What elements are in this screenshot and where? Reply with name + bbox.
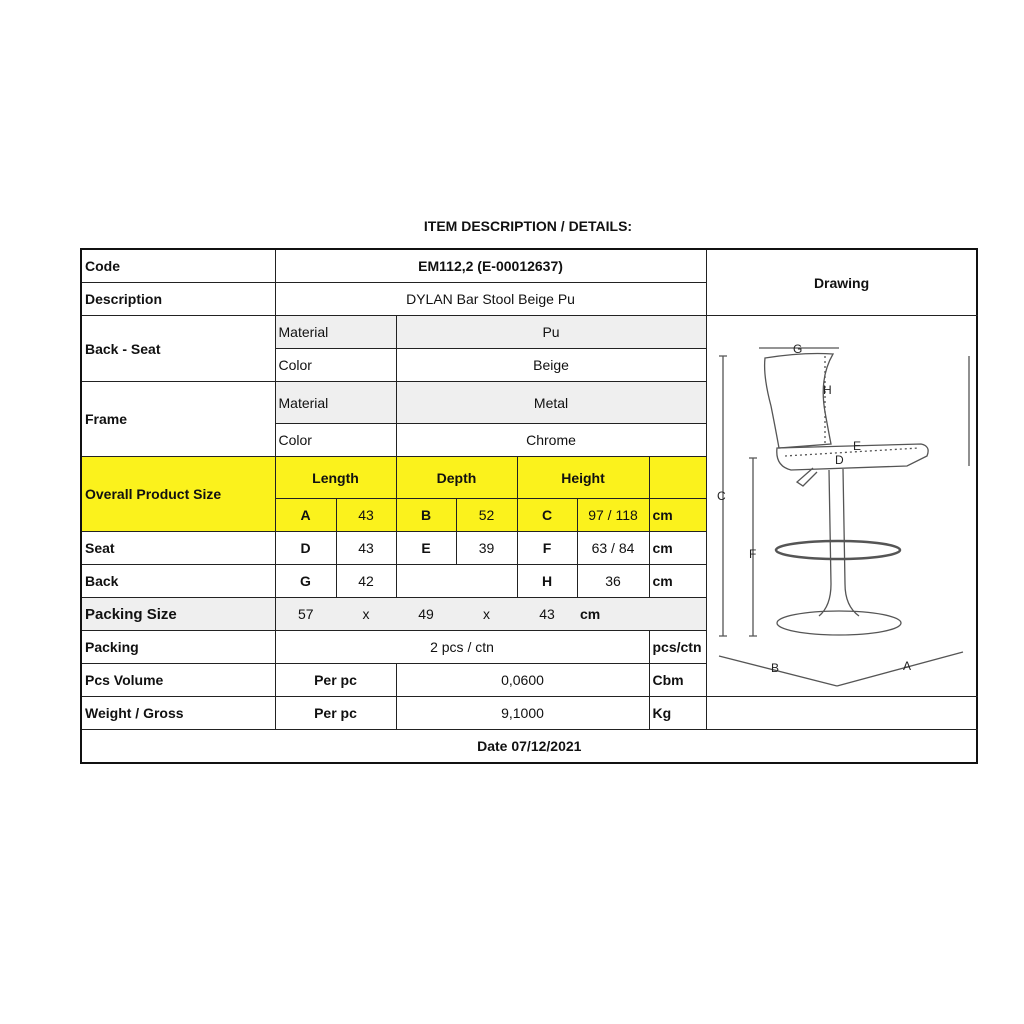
height-header: Height (517, 457, 649, 499)
weight-label: Weight / Gross (81, 697, 275, 730)
footrest-ring (776, 541, 900, 559)
depth-header: Depth (396, 457, 517, 499)
letter-g: G (792, 342, 802, 356)
dim-h-letter: H (517, 565, 577, 598)
drawing-label: Drawing (706, 249, 977, 316)
weight-unit: Kg (649, 697, 706, 730)
overall-unit: cm (649, 499, 706, 532)
dim-c-value: 97 / 118 (577, 499, 649, 532)
packing-size-width: 49 (396, 598, 456, 631)
dim-e-value: 39 (456, 532, 517, 565)
back-empty-cell (396, 565, 517, 598)
drawing-cell (706, 316, 977, 697)
letter-e: E (852, 439, 861, 453)
letter-f: F (748, 547, 756, 561)
length-header: Length (275, 457, 396, 499)
packing-size-empty (649, 598, 706, 631)
dim-a-value: 43 (336, 499, 396, 532)
dim-f-value: 63 / 84 (577, 532, 649, 565)
pcs-volume-unit: Cbm (649, 664, 706, 697)
date-footer: Date 07/12/2021 (81, 730, 977, 764)
pcs-volume-value: 0,0600 (396, 664, 649, 697)
dim-g-value: 42 (336, 565, 396, 598)
seat-unit: cm (649, 532, 706, 565)
overall-size-label: Overall Product Size (81, 457, 275, 532)
packing-size-label: Packing Size (81, 598, 275, 631)
letter-h: H (822, 383, 832, 397)
description-label: Description (81, 283, 275, 316)
description-value: DYLAN Bar Stool Beige Pu (275, 283, 706, 316)
column-shape (829, 469, 845, 584)
frame-color-value: Chrome (396, 424, 706, 457)
bar-stool-drawing (707, 316, 975, 696)
letter-a: A (902, 659, 911, 673)
pcs-volume-label: Pcs Volume (81, 664, 275, 697)
dim-b-value: 52 (456, 499, 517, 532)
packing-label: Packing (81, 631, 275, 664)
dim-line-d (785, 448, 919, 456)
drawing-spacer-2 (706, 697, 977, 730)
code-value: EM112,2 (E-00012637) (275, 249, 706, 283)
back-label: Back (81, 565, 275, 598)
dim-d-value: 43 (336, 532, 396, 565)
pcs-volume-per: Per pc (275, 664, 396, 697)
back-seat-material-label: Material (275, 316, 396, 349)
frame-material-label: Material (275, 382, 396, 424)
dim-line-ab (719, 652, 963, 686)
base-plate (777, 611, 901, 635)
overall-empty-cell (649, 457, 706, 499)
dim-f-letter: F (517, 532, 577, 565)
letter-d: D (834, 453, 844, 467)
frame-color-label: Color (275, 424, 396, 457)
packing-size-x1: x (336, 598, 396, 631)
packing-size-unit: cm (577, 598, 649, 631)
dim-d-letter: D (275, 532, 336, 565)
dim-c-letter: C (517, 499, 577, 532)
lever-shape (797, 468, 817, 486)
weight-per: Per pc (275, 697, 396, 730)
back-seat-material-value: Pu (396, 316, 706, 349)
seat-label: Seat (81, 532, 275, 565)
dim-b-letter: B (396, 499, 456, 532)
frame-label: Frame (81, 382, 275, 457)
back-seat-color-label: Color (275, 349, 396, 382)
dim-a-letter: A (275, 499, 336, 532)
back-seat-color-value: Beige (396, 349, 706, 382)
dim-e-letter: E (396, 532, 456, 565)
frame-material-value: Metal (396, 382, 706, 424)
packing-size-length: 57 (275, 598, 336, 631)
document-title: ITEM DESCRIPTION / DETAILS: (423, 218, 633, 234)
dim-g-letter: G (275, 565, 336, 598)
letter-b: B (770, 661, 779, 675)
weight-value: 9,1000 (396, 697, 649, 730)
packing-unit: pcs/ctn (649, 631, 706, 664)
packing-size-x2: x (456, 598, 517, 631)
dim-h-value: 36 (577, 565, 649, 598)
packing-size-height: 43 (517, 598, 577, 631)
back-seat-label: Back - Seat (81, 316, 275, 382)
packing-value: 2 pcs / ctn (275, 631, 649, 664)
back-unit: cm (649, 565, 706, 598)
backrest-shape (764, 354, 832, 449)
code-label: Code (81, 249, 275, 283)
letter-c: C (716, 489, 726, 503)
spec-table (80, 248, 978, 764)
